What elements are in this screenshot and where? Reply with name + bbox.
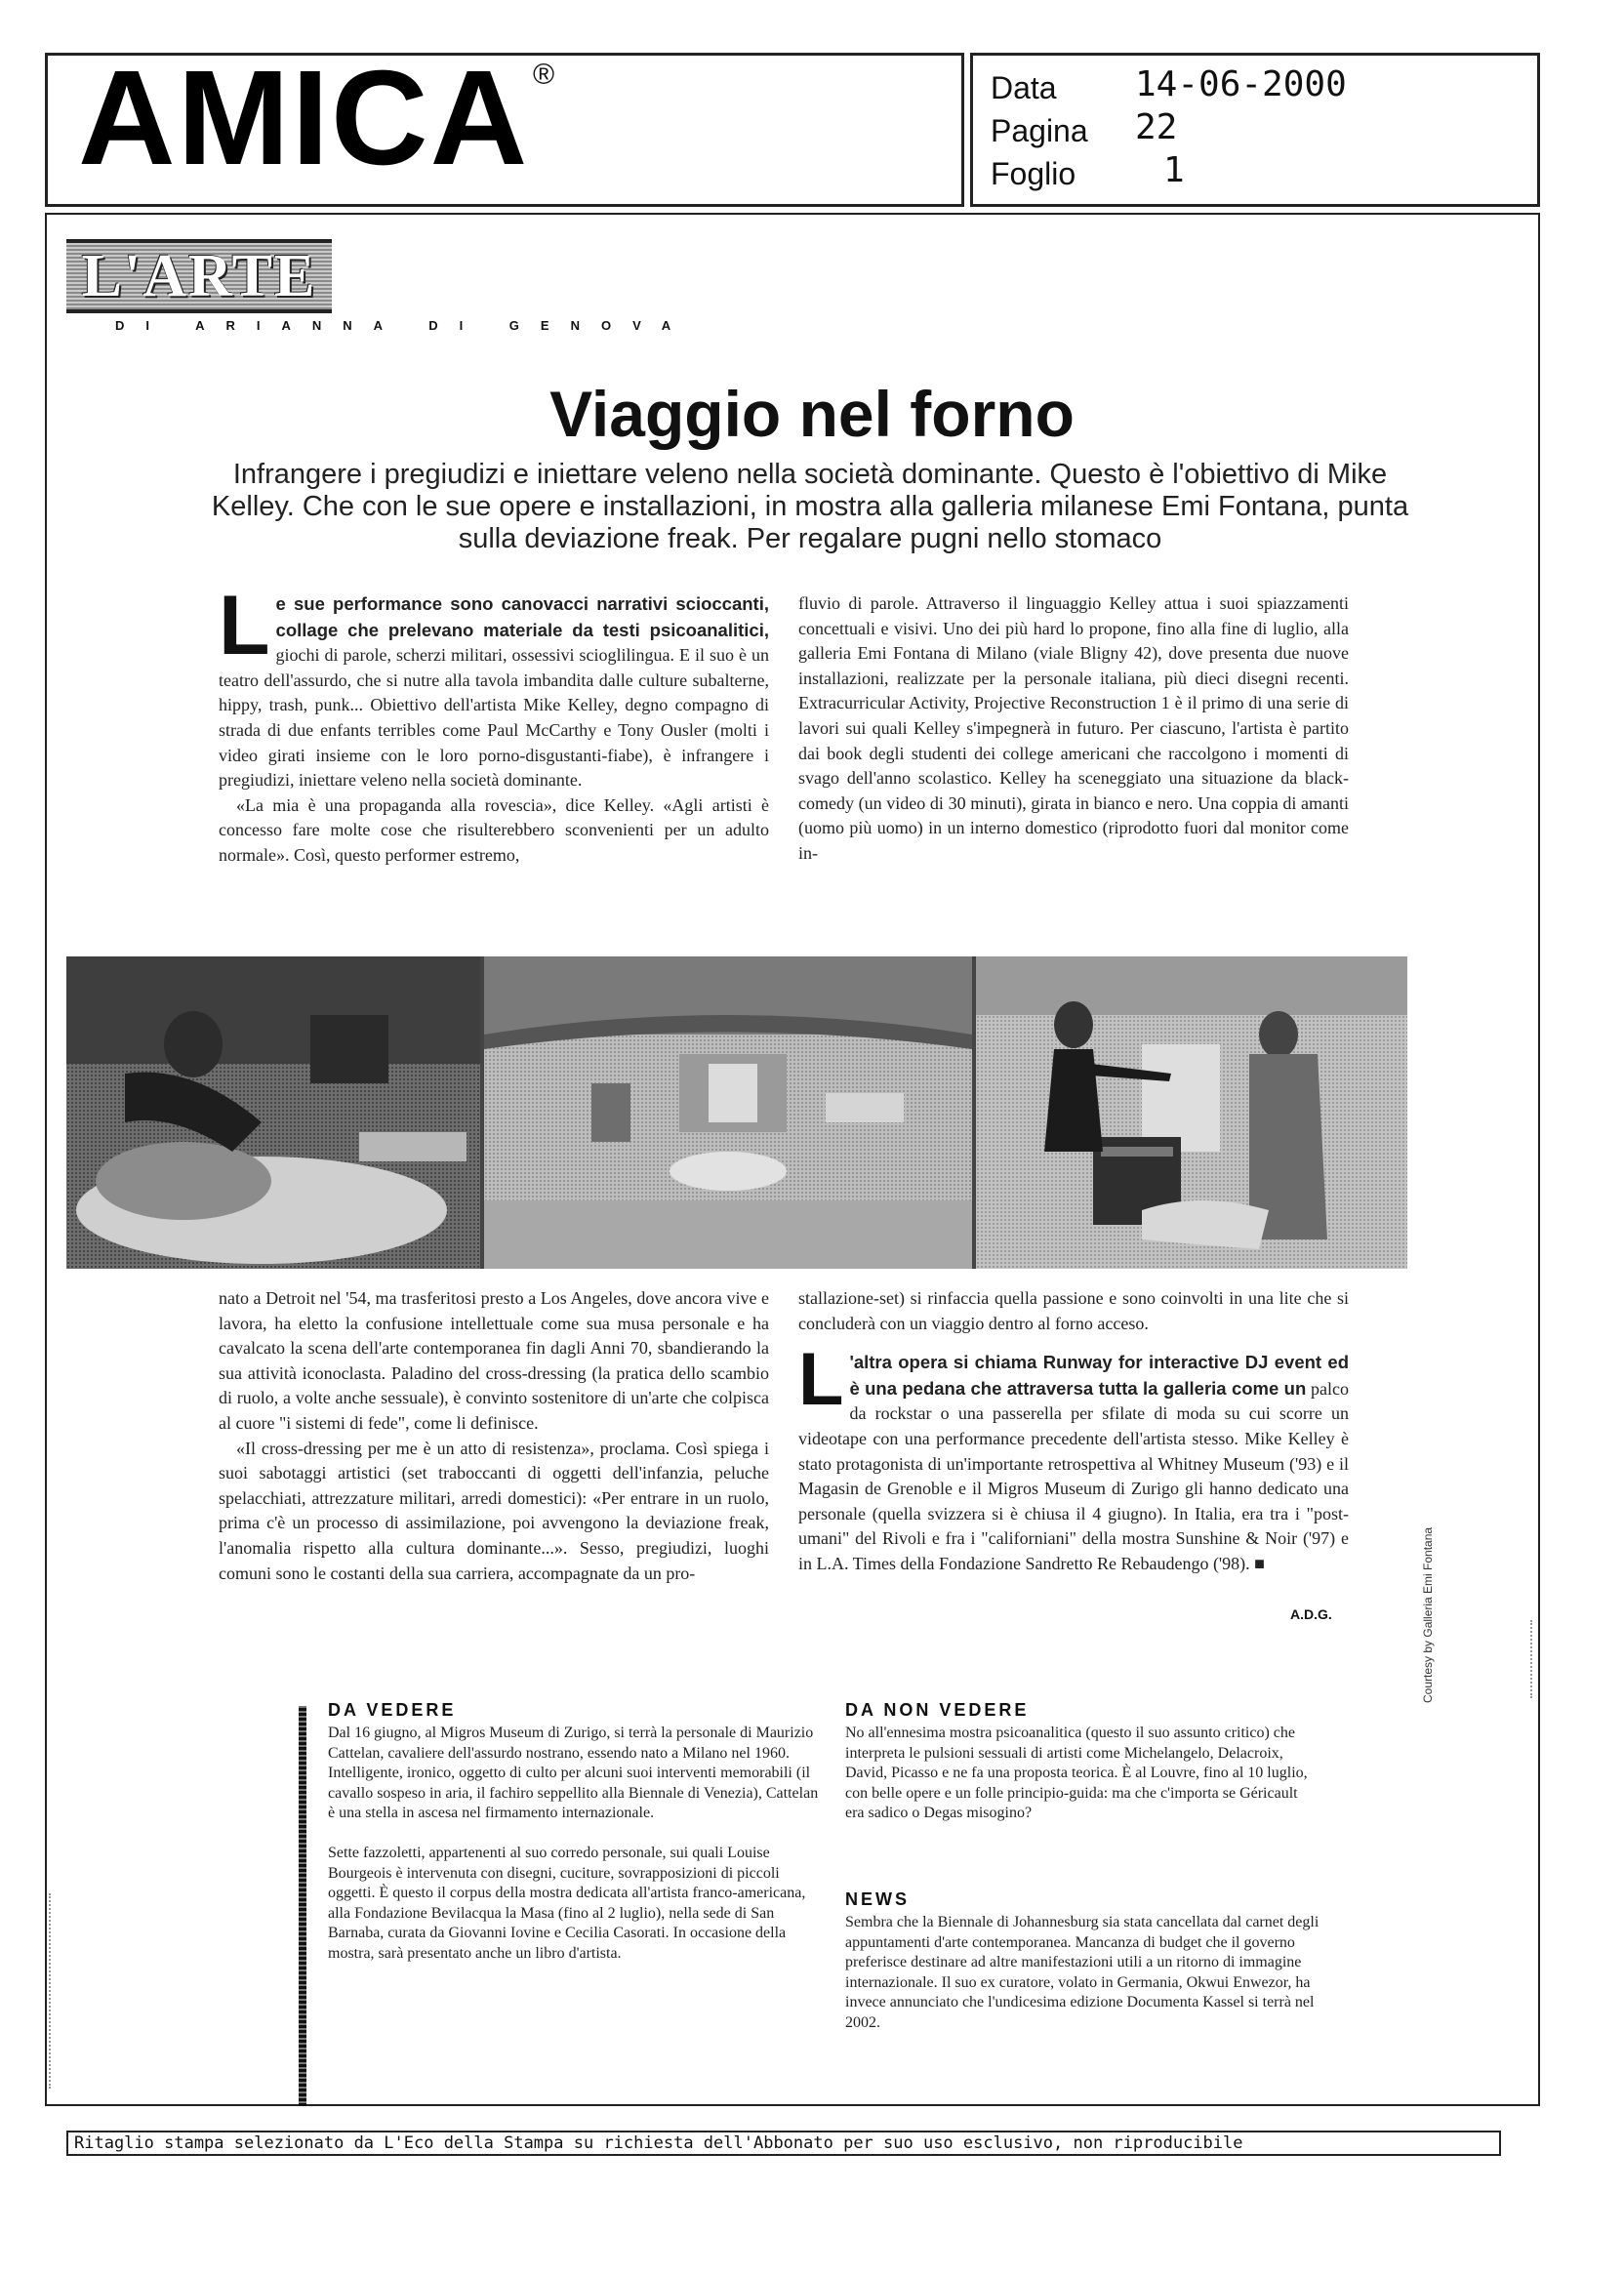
- section-banner: [66, 239, 332, 313]
- paragraph: No all'ennesima mostra psicoanalitica (questo il suo assunto critico) che interpreta le pulsioni sessuali di artisti come Michelangelo, Delacroix, David, Picasso e ne fa una proposta teorica. È al Louvre, fino al 10 luglio, con belle opere e un folle principio-guida: ma che c'importa se Géricault era sadico o Degas misogino?: [845, 1725, 1308, 1822]
- margin-dots: [49, 1893, 51, 2089]
- paragraph: stallazione-set) si rinfaccia quella passione e sono coinvolti in una lite che si concluderà con un viaggio dentro al forno acceso.: [798, 1288, 1349, 1333]
- lead-text: e sue performance sono canovacci narrativi scioccanti, collage che prelevano materiale da testi psicoanalitici,: [275, 593, 769, 640]
- photo-1: [66, 956, 480, 1269]
- paragraph: fluvio di parole. Attraverso il linguaggio Kelley attua i suoi spiazzamenti concettuali e visivi. Uno dei più hard lo propone, fino alla fine di luglio, alla galleria Emi Fontana di Milano (viale Bligny 42), dove presenta due nuove installazioni, realizzate per la personale italiana, più dieci disegni recenti. Extracurricular Activity, Projective Reconstruction 1 è il primo di una serie di lavori sui quali Kelley s'impegnerà in futuro. Per ciascuno, l'artista è partito dai book degli studenti dei college americani che raccolgono i momenti di svago dell'anno scolastico. Kelley ha sceneggiato una situazione da black-comedy (un video di 30 minuti), girata in bianco e nero. Una coppia di amanti (uomo più uomo) in un interno domestico (riprodotto fuori dal monitor come in-: [798, 593, 1349, 863]
- column-1-bottom: [219, 1286, 769, 1586]
- paragraph: giochi di parole, scherzi militari, ossessivi scioglilingua. E il suo è un teatro dell'assurdo, che si nutre alla tavola imbandita dalle culture subalterne, hippy, trash, punk... Obiettivo dell'artista Mike Kelley, degno compagno di strada di due enfants terribles come Paul McCarthy e Tony Ousler (molti i video girati insieme con le loro porno-disgustanti-fiabe), è infrangere i pregiudizi, iniettare veleno nella società dominante.: [219, 645, 769, 791]
- paragraph: palco da rockstar o una passerella per sfilate di moda su cui scorre un videotape con una performance precedente dell'artista stesso. Mike Kelley è stato protagonista di un'importante retrospettiva al Whitney Museum ('93) e il Magasin de Grenoble e il Migros Museum di Zurigo gli hanno dedicato una personale (quella svizzera si è chiusa il 4 giugno). In Italia, era tra i "post-umani" del Rivoli e fra i "californiani" della mostra Sunshine & Noir ('97) e in L.A. Times della Fondazione Sandretto Re Rebaudengo ('98). ■: [798, 1378, 1349, 1573]
- section-name: L'ARTE: [81, 242, 317, 309]
- da-vedere-heading: DA VEDERE: [328, 1700, 457, 1720]
- photo-2: [484, 956, 972, 1269]
- pagina-label: Pagina: [991, 113, 1088, 148]
- paragraph: Dal 16 giugno, al Migros Museum di Zurigo, si terrà la personale di Maurizio Cattelan, cavaliere dell'assurdo nostrano, essendo nato a Milano nel 1960. Intelligente, ironico, oggetto di culto per alcuni suoi interventi memorabili (il cavallo sospeso in aria, il fachiro seppellito alla Biennale di Venezia), Cattelan è una stella in ascesa nel firmamento internazionale.: [328, 1725, 819, 1822]
- drop-cap: L: [798, 1338, 844, 1422]
- article-subtitle: Infrangere i pregiudizi e iniettare veleno nella società dominante. Questo è l'obiettivo di Mike Kelley. Che con le sue opere e installazioni, in mostra alla galleria milanese Emi Fontana, punta sulla deviazione freak. Per regalare pugni nello stomaco: [211, 459, 1409, 554]
- foglio-value: 1: [1163, 150, 1185, 190]
- da-non-vedere-body: [845, 1724, 1316, 1844]
- box-rule: [299, 1706, 306, 2106]
- registered-mark: ®: [533, 59, 555, 91]
- paragraph: «Il cross-dressing per me è un atto di resistenza», proclama. Così spiega i suoi sabotaggi artistici (set traboccanti di oggetti dell'infanzia, peluche spelacchiati, attrezzature militari, arredi domestici): «Per entrare in un ruolo, prima c'è un processo di assimilazione, poi avvengono la deviazione freak, l'anomalia rispetto alla cultura dominante...». Sesso, pregiudizi, luoghi comuni sono le costanti della sua carriera, accompagnate da un pro-: [219, 1438, 769, 1583]
- paragraph: Sette fazzoletti, appartenenti al suo corredo personale, sui quali Louise Bourgeois è intervenuta con disegni, cuciture, sovrapposizioni di piccoli oggetti. È questo il corpus della mostra dedicata all'artista franco-americana, alla Fondazione Bevilacqua la Masa (fino al 2 luglio), nella sede di San Barnaba, curata da Giovanni Iovine e Cecilia Casorati. In occasione della mostra, sarà presentato anche un libro d'artista.: [328, 1844, 806, 1962]
- news-body: [845, 1913, 1353, 2053]
- foglio-label: Foglio: [991, 156, 1076, 191]
- column-1-top: [219, 579, 769, 869]
- da-vedere-body: [328, 1724, 824, 1984]
- pagina-value: 22: [1135, 107, 1178, 147]
- photo-caption: Alcune scene tratte dalla videoinstallazione di Mike Kelley, Extracurricular Activity, Projective Reconstruction 1: [388, 2215, 1306, 2234]
- photo-credit: Courtesy by Galleria Emi Fontana: [1421, 1526, 1435, 1703]
- article-title: Viaggio nel forno: [549, 378, 1075, 450]
- column-2-top: [798, 591, 1349, 867]
- clipping-notice: Ritaglio stampa selezionato da L'Eco della Stampa su richiesta dell'Abbonato per suo uso esclusivo, non riproducibile: [66, 2131, 1501, 2156]
- margin-dots: [1530, 1620, 1532, 1698]
- data-label: Data: [991, 70, 1057, 105]
- lead-text: 'altra opera si chiama Runway for interactive DJ event ed è una pedana che attraversa tutta la galleria come un: [849, 1352, 1349, 1399]
- column-2-bottom: [798, 1286, 1349, 1577]
- author-signature: A.D.G.: [1290, 1606, 1332, 1622]
- paragraph: Sembra che la Biennale di Johannesburg sia stata cancellata dal carnet degli appuntamenti d'arte contemporanea. Mancanza di budget che il governo preferisce destinare ad altre manifestazioni utili a un ritorno di immagine internazionale. Il suo ex curatore, volato in Germania, Okwui Enwezor, ha invece annunciato che l'undicesima edizione Documenta Kassel si terrà nel 2002.: [845, 1914, 1320, 2031]
- da-non-vedere-heading: DA NON VEDERE: [845, 1700, 1030, 1720]
- drop-cap: L: [219, 579, 270, 672]
- byline: DI ARIANNA DI GENOVA: [115, 318, 693, 333]
- photo-3: [976, 956, 1407, 1269]
- paragraph: nato a Detroit nel '54, ma trasferitosi presto a Los Angeles, dove ancora vive e lavora, ha eletto la confusione intellettuale come sua musa personale e ha cavalcato la scena dell'arte contemporanea fin dagli Anni 70, sbandierando la sua attività iconoclasta. Paladino del cross-dressing (la pratica dello scambio di ruolo, a volte anche sessuale), è convinto sostenitore di un'arte che colpisca al cuore "i sistemi di fede", come li definisce.: [219, 1288, 769, 1433]
- paragraph: «La mia è una propaganda alla rovescia», dice Kelley. «Agli artisti è concesso fare molte cose che risulterebbero sconvenienti per un adulto normale». Così, questo performer estremo,: [219, 794, 769, 865]
- data-value: 14-06-2000: [1135, 64, 1347, 104]
- news-heading: NEWS: [845, 1889, 910, 1909]
- magazine-logo: AMICA: [78, 43, 530, 193]
